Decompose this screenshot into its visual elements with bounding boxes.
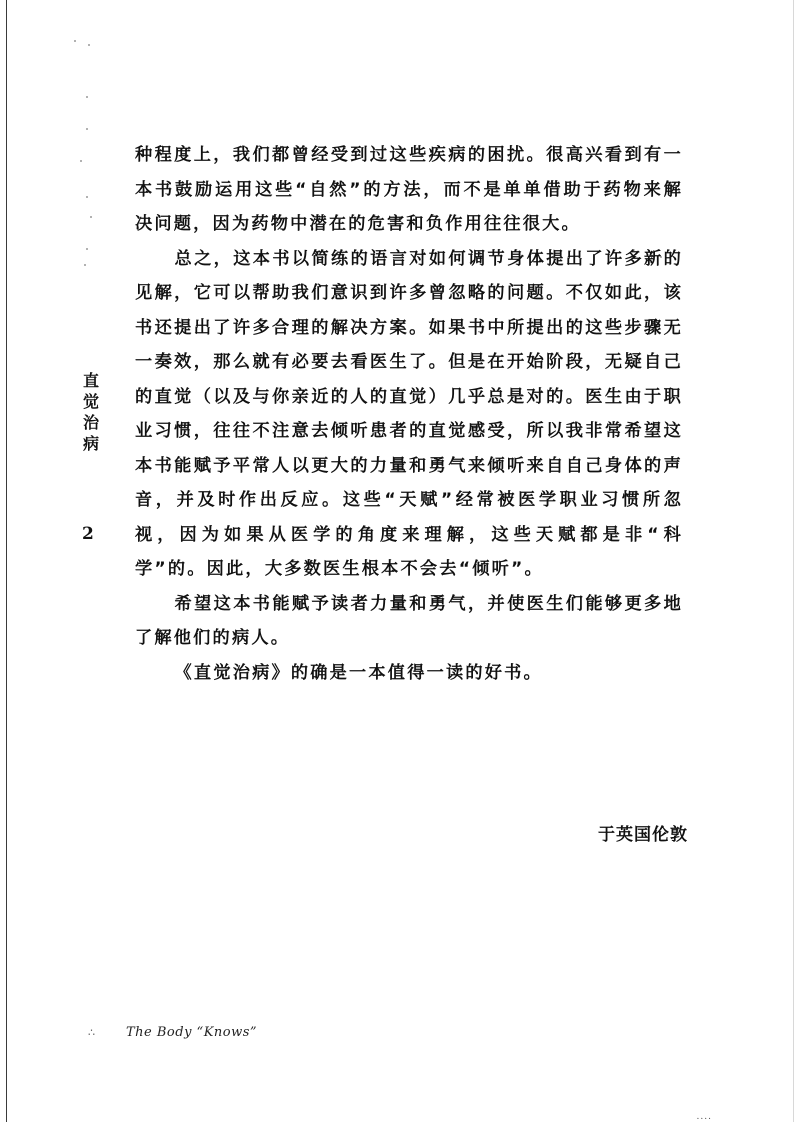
body-text: [135, 138, 683, 690]
scan-speck: [84, 264, 86, 266]
scan-speck: [74, 40, 76, 42]
page-left-edge: [6, 0, 7, 1122]
paragraph-summary: 总之，这本书以简练的语言对如何调节身体提出了许多新的见解，它可以帮助我们意识到许多曾忽略的问题。不仅如此，该书还提出了许多合理的解决方案。如果书中所提出的这些步骤无一奏效，那么就有必要去看医生了。但是在开始阶段，无疑自己的直觉（以及与你亲近的人的直觉）几乎总是对的。医生由于职业习惯，往往不注意去倾听患者的直觉感受，所以我非常希望这本书能赋予平常人以更大的力量和勇气来倾听来自自己身体的声音，并及时作出反应。这些“天赋”经常被医学职业习惯所忽视，因为如果从医学的角度来理解，这些天赋都是非“科学”的。因此，大多数医生根本不会去“倾听”。: [135, 248, 683, 579]
scan-speck: [86, 196, 88, 198]
scan-speck: [86, 96, 88, 98]
footer-book-title: The Body “Knows”: [126, 1025, 258, 1040]
corner-scan-mark: ....: [696, 1112, 712, 1122]
footer-ornament: ∴: [88, 1026, 95, 1039]
page-number: 2: [82, 524, 94, 544]
scan-speck: [80, 160, 82, 162]
paragraph-hope: 希望这本书能赋予读者力量和勇气，并使医生们能够更多地了解他们的病人。: [135, 593, 683, 648]
running-side-title: 直觉治病: [82, 371, 99, 453]
scan-speck: [88, 44, 90, 46]
signature-location: 于英国伦敦: [598, 825, 688, 845]
scan-speck: [86, 128, 88, 130]
scan-speck: [90, 216, 92, 218]
page-right-edge: [793, 0, 794, 1122]
paragraph-recommendation: 《直觉治病》的确是一本值得一读的好书。: [174, 662, 543, 683]
scan-speck: [86, 248, 88, 250]
paragraph-continued: 种程度上，我们都曾经受到过这些疾病的困扰。很高兴看到有一本书鼓励运用这些“自然”的方法，而不是单单借助于药物来解决问题，因为药物中潜在的危害和负作用往往很大。: [135, 145, 683, 234]
